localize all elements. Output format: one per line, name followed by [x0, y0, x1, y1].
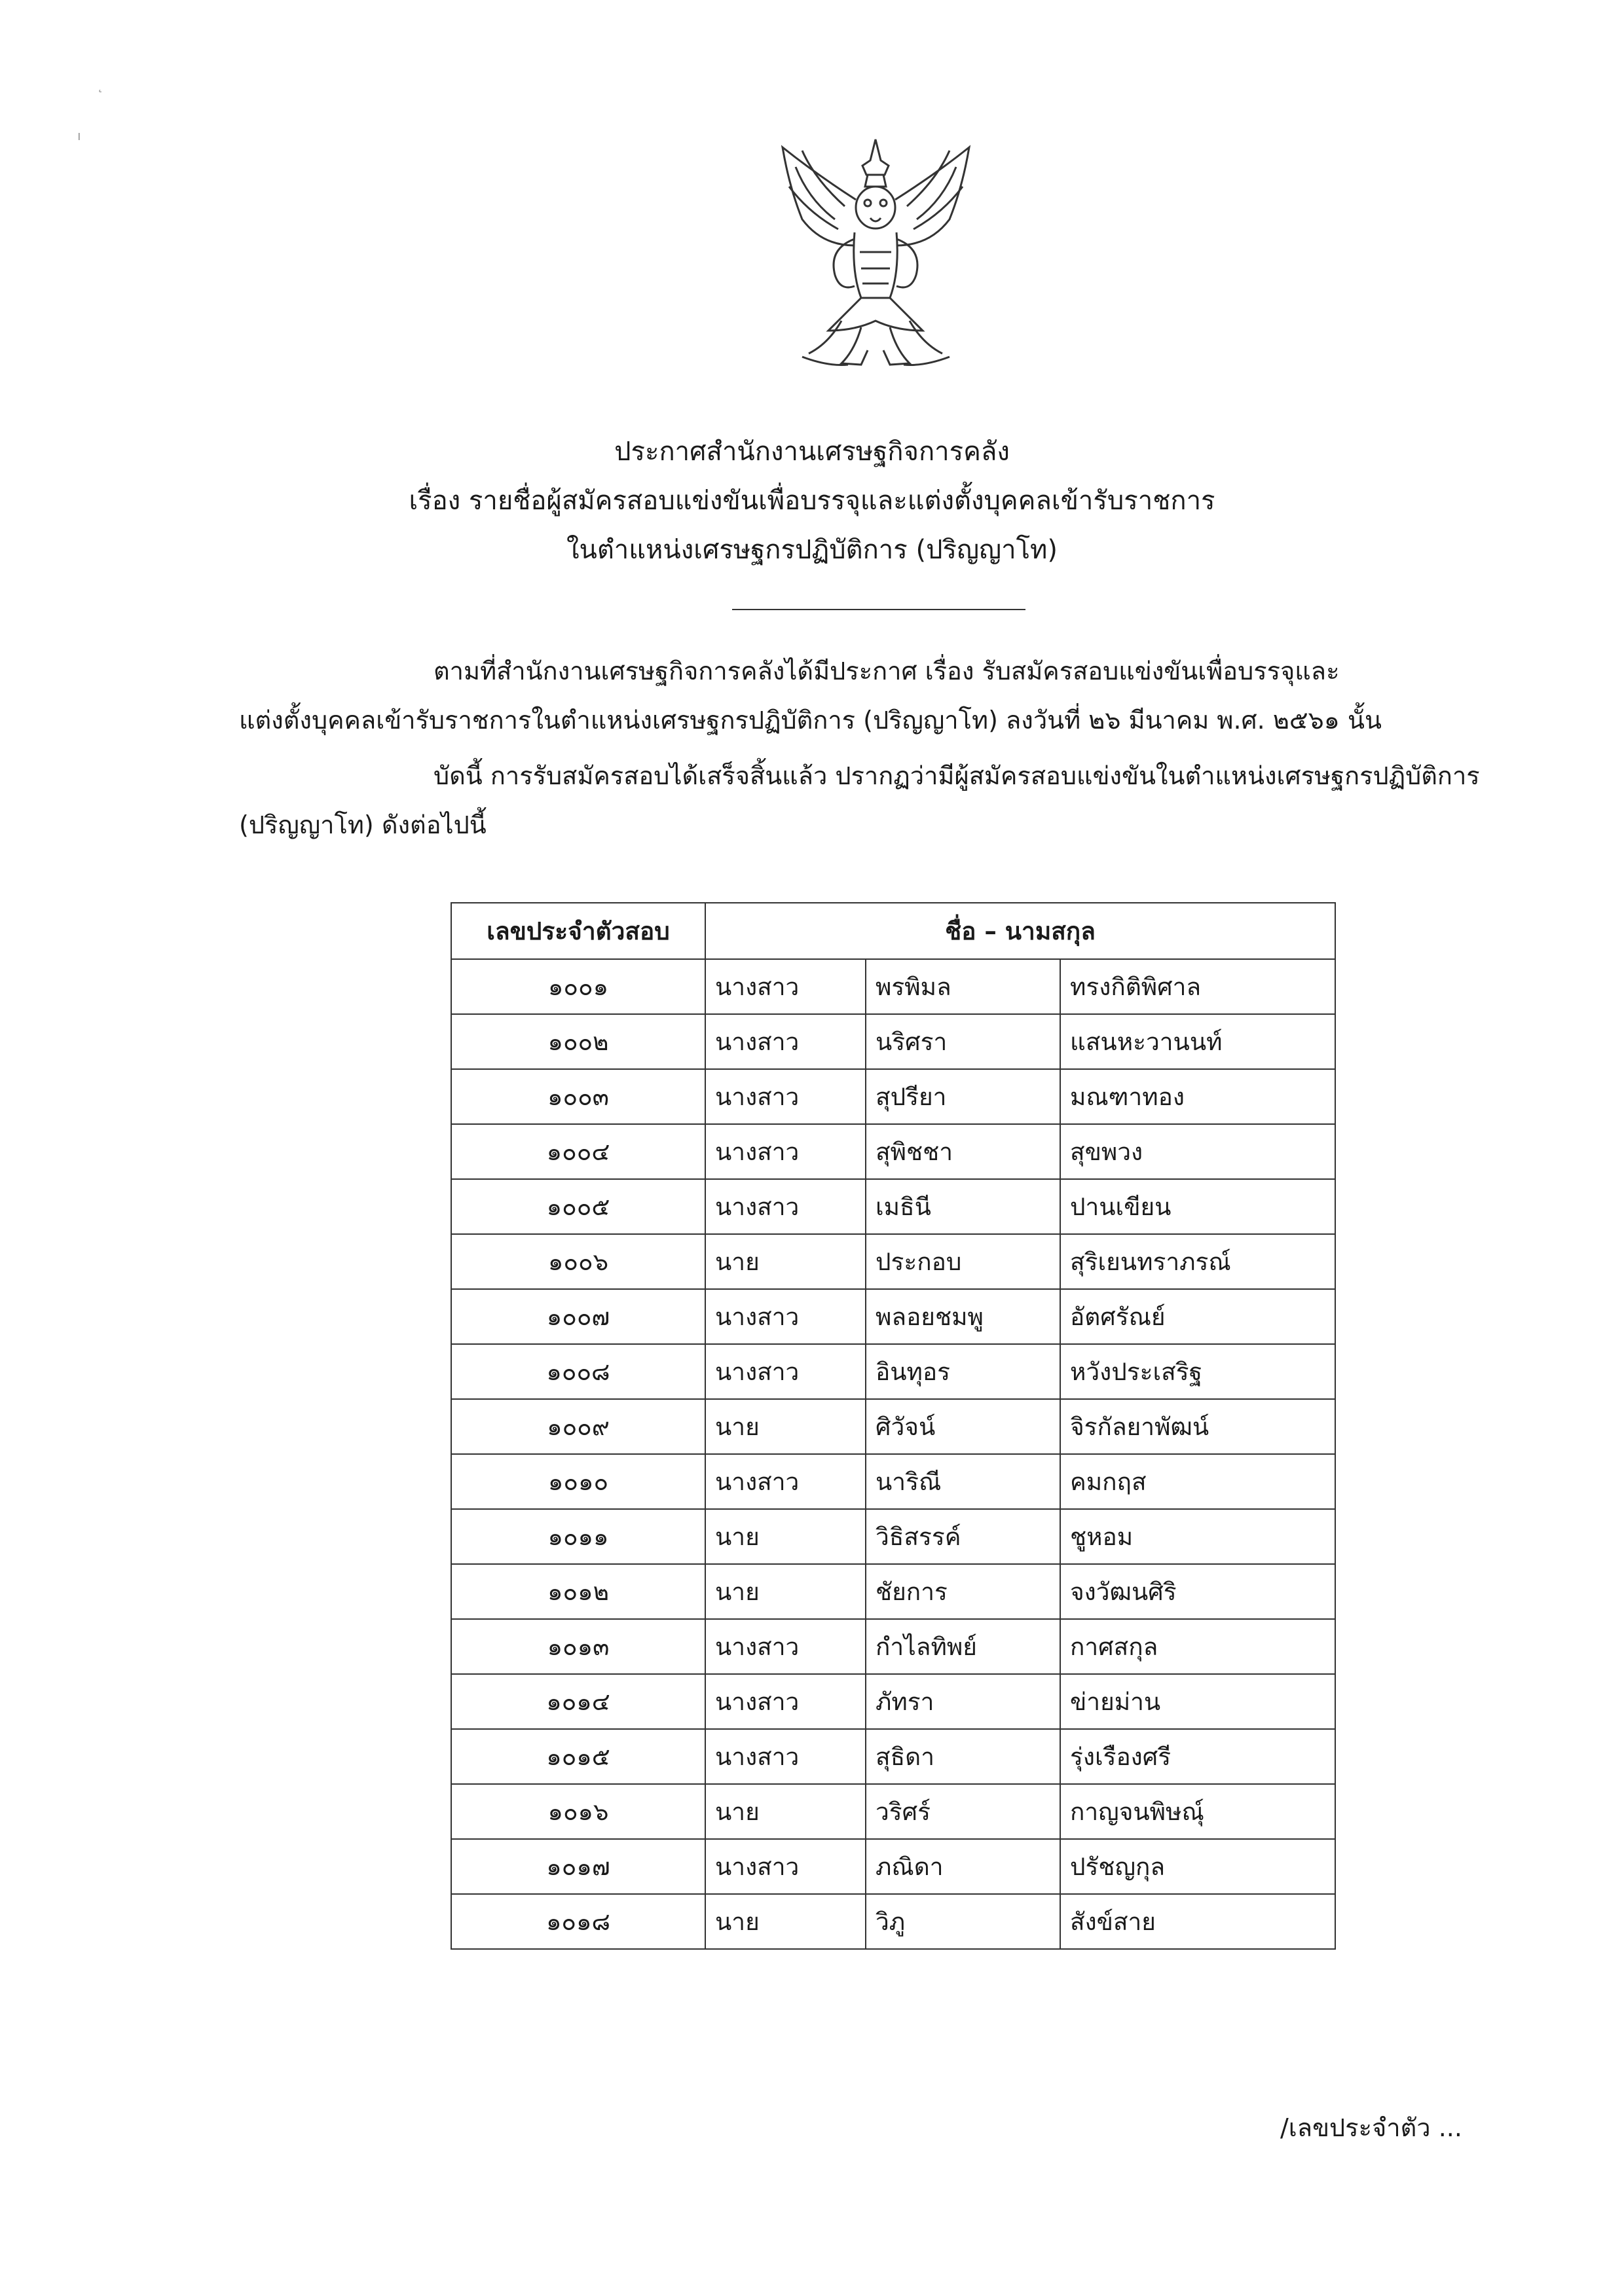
- table-row: [451, 1729, 1335, 1784]
- scan-mark: ı: [77, 128, 81, 143]
- body-line-2: แต่งตั้งบุคคลเข้ารับราชการในตำแหน่งเศรษฐกรปฏิบัติการ (ปริญญาโท) ลงวันที่ ๒๖ มีนาคม พ.ศ. ๒๕๖๑ นั้น: [239, 706, 1382, 735]
- last-name: สังข์สาย: [1060, 1894, 1335, 1949]
- last-name: กาศสกุล: [1060, 1619, 1335, 1674]
- exam-id: ๑๐๐๙: [451, 1399, 705, 1454]
- table-row: [451, 1399, 1335, 1454]
- body-line-3: บัดนี้ การรับสมัครสอบได้เสร็จสิ้นแล้ว ปรากฏว่ามีผู้สมัครสอบแข่งขันในตำแหน่งเศรษฐกรปฏิบัติการ: [434, 761, 1480, 790]
- table-row: [451, 1454, 1335, 1509]
- first-name: วริศร์: [866, 1784, 1060, 1839]
- first-name: กำไลทิพย์: [866, 1619, 1060, 1674]
- first-name: ศิวัจน์: [866, 1399, 1060, 1454]
- name-title: นาย: [705, 1564, 866, 1619]
- name-title: นางสาว: [705, 1454, 866, 1509]
- table-row: [451, 1674, 1335, 1729]
- exam-id: ๑๐๐๑: [451, 959, 705, 1014]
- name-title: นางสาว: [705, 1729, 866, 1784]
- exam-id: ๑๐๐๕: [451, 1179, 705, 1234]
- last-name: ปรัชญกุล: [1060, 1839, 1335, 1894]
- first-name: ภณิดา: [866, 1839, 1060, 1894]
- name-title: นางสาว: [705, 1289, 866, 1344]
- exam-id: ๑๐๑๗: [451, 1839, 705, 1894]
- last-name: จงวัฒนศิริ: [1060, 1564, 1335, 1619]
- name-title: นางสาว: [705, 1619, 866, 1674]
- last-name: ชูหอม: [1060, 1509, 1335, 1564]
- exam-id: ๑๐๑๒: [451, 1564, 705, 1619]
- exam-id: ๑๐๑๓: [451, 1619, 705, 1674]
- exam-id: ๑๐๐๗: [451, 1289, 705, 1344]
- name-title: นางสาว: [705, 1014, 866, 1069]
- exam-id: ๑๐๑๖: [451, 1784, 705, 1839]
- scan-mark: ˛: [97, 77, 103, 93]
- name-title: นาย: [705, 1894, 866, 1949]
- table-row: [451, 1234, 1335, 1289]
- last-name: ปานเขียน: [1060, 1179, 1335, 1234]
- first-name: เมธินี: [866, 1179, 1060, 1234]
- first-name: สุปรียา: [866, 1069, 1060, 1124]
- last-name: รุ่งเรืองศรี: [1060, 1729, 1335, 1784]
- last-name: คมกฤส: [1060, 1454, 1335, 1509]
- table-row: [451, 1784, 1335, 1839]
- name-title: นางสาว: [705, 1674, 866, 1729]
- header-exam-id: เลขประจำตัวสอบ: [451, 903, 705, 959]
- last-name: หวังประเสริฐ: [1060, 1344, 1335, 1399]
- table-row: [451, 1069, 1335, 1124]
- exam-id: ๑๐๑๘: [451, 1894, 705, 1949]
- exam-id: ๑๐๑๐: [451, 1454, 705, 1509]
- last-name: สุริเยนทราภรณ์: [1060, 1234, 1335, 1289]
- name-title: นาย: [705, 1509, 866, 1564]
- table-row: [451, 1289, 1335, 1344]
- last-name: แสนหะวานนท์: [1060, 1014, 1335, 1069]
- table-row: [451, 1179, 1335, 1234]
- first-name: อินทุอร: [866, 1344, 1060, 1399]
- last-name: จิรกัลยาพัฒน์: [1060, 1399, 1335, 1454]
- body-line-1: ตามที่สำนักงานเศรษฐกิจการคลังได้มีประกาศ เรื่อง รับสมัครสอบแข่งขันเพื่อบรรจุและ: [434, 657, 1340, 685]
- garuda-emblem-icon: [763, 134, 989, 376]
- last-name: มณฑาทอง: [1060, 1069, 1335, 1124]
- first-name: ภัทรา: [866, 1674, 1060, 1729]
- name-title: นาย: [705, 1234, 866, 1289]
- exam-id: ๑๐๐๔: [451, 1124, 705, 1179]
- first-name: พลอยชมพู: [866, 1289, 1060, 1344]
- first-name: นริศรา: [866, 1014, 1060, 1069]
- last-name: กาญจนพิษณุ์: [1060, 1784, 1335, 1839]
- exam-id: ๑๐๐๓: [451, 1069, 705, 1124]
- table-row: [451, 1839, 1335, 1894]
- first-name: ชัยการ: [866, 1564, 1060, 1619]
- title-divider: [732, 609, 1025, 610]
- name-title: นางสาว: [705, 1839, 866, 1894]
- announcement-position: ในตำแหน่งเศรษฐกรปฏิบัติการ (ปริญญาโท): [566, 535, 1058, 565]
- name-title: นางสาว: [705, 1179, 866, 1234]
- table-row: [451, 1509, 1335, 1564]
- table-row: [451, 1619, 1335, 1674]
- header-full-name: ชื่อ – นามสกุล: [705, 903, 1335, 959]
- first-name: สุธิดา: [866, 1729, 1060, 1784]
- exam-id: ๑๐๑๔: [451, 1674, 705, 1729]
- exam-id: ๑๐๑๕: [451, 1729, 705, 1784]
- last-name: อัตศรัณย์: [1060, 1289, 1335, 1344]
- body-line-4: (ปริญญาโท) ดังต่อไปนี้: [239, 811, 487, 839]
- name-title: นาย: [705, 1784, 866, 1839]
- exam-id: ๑๐๐๘: [451, 1344, 705, 1399]
- first-name: วิภู: [866, 1894, 1060, 1949]
- candidate-table: [451, 902, 1336, 1950]
- name-title: นาย: [705, 1399, 866, 1454]
- first-name: วิธิสรรค์: [866, 1509, 1060, 1564]
- table-row: [451, 1344, 1335, 1399]
- continuation-note: /เลขประจำตัว ...: [1280, 2113, 1462, 2142]
- table-header-row: [451, 903, 1335, 959]
- name-title: นางสาว: [705, 1069, 866, 1124]
- first-name: นาริณี: [866, 1454, 1060, 1509]
- first-name: สุพิชชา: [866, 1124, 1060, 1179]
- exam-id: ๑๐๐๖: [451, 1234, 705, 1289]
- last-name: สุขพวง: [1060, 1124, 1335, 1179]
- name-title: นางสาว: [705, 1124, 866, 1179]
- announcement-title: ประกาศสำนักงานเศรษฐกิจการคลัง: [614, 437, 1010, 467]
- first-name: พรพิมล: [866, 959, 1060, 1014]
- table-row: [451, 1894, 1335, 1949]
- name-title: นางสาว: [705, 959, 866, 1014]
- name-title: นางสาว: [705, 1344, 866, 1399]
- first-name: ประกอบ: [866, 1234, 1060, 1289]
- table-row: [451, 1014, 1335, 1069]
- exam-id: ๑๐๑๑: [451, 1509, 705, 1564]
- last-name: ข่ายม่าน: [1060, 1674, 1335, 1729]
- table-row: [451, 959, 1335, 1014]
- table-row: [451, 1124, 1335, 1179]
- exam-id: ๑๐๐๒: [451, 1014, 705, 1069]
- last-name: ทรงกิติพิศาล: [1060, 959, 1335, 1014]
- table-row: [451, 1564, 1335, 1619]
- announcement-subject: เรื่อง รายชื่อผู้สมัครสอบแข่งขันเพื่อบรรจุและแต่งตั้งบุคคลเข้ารับราชการ: [409, 486, 1215, 516]
